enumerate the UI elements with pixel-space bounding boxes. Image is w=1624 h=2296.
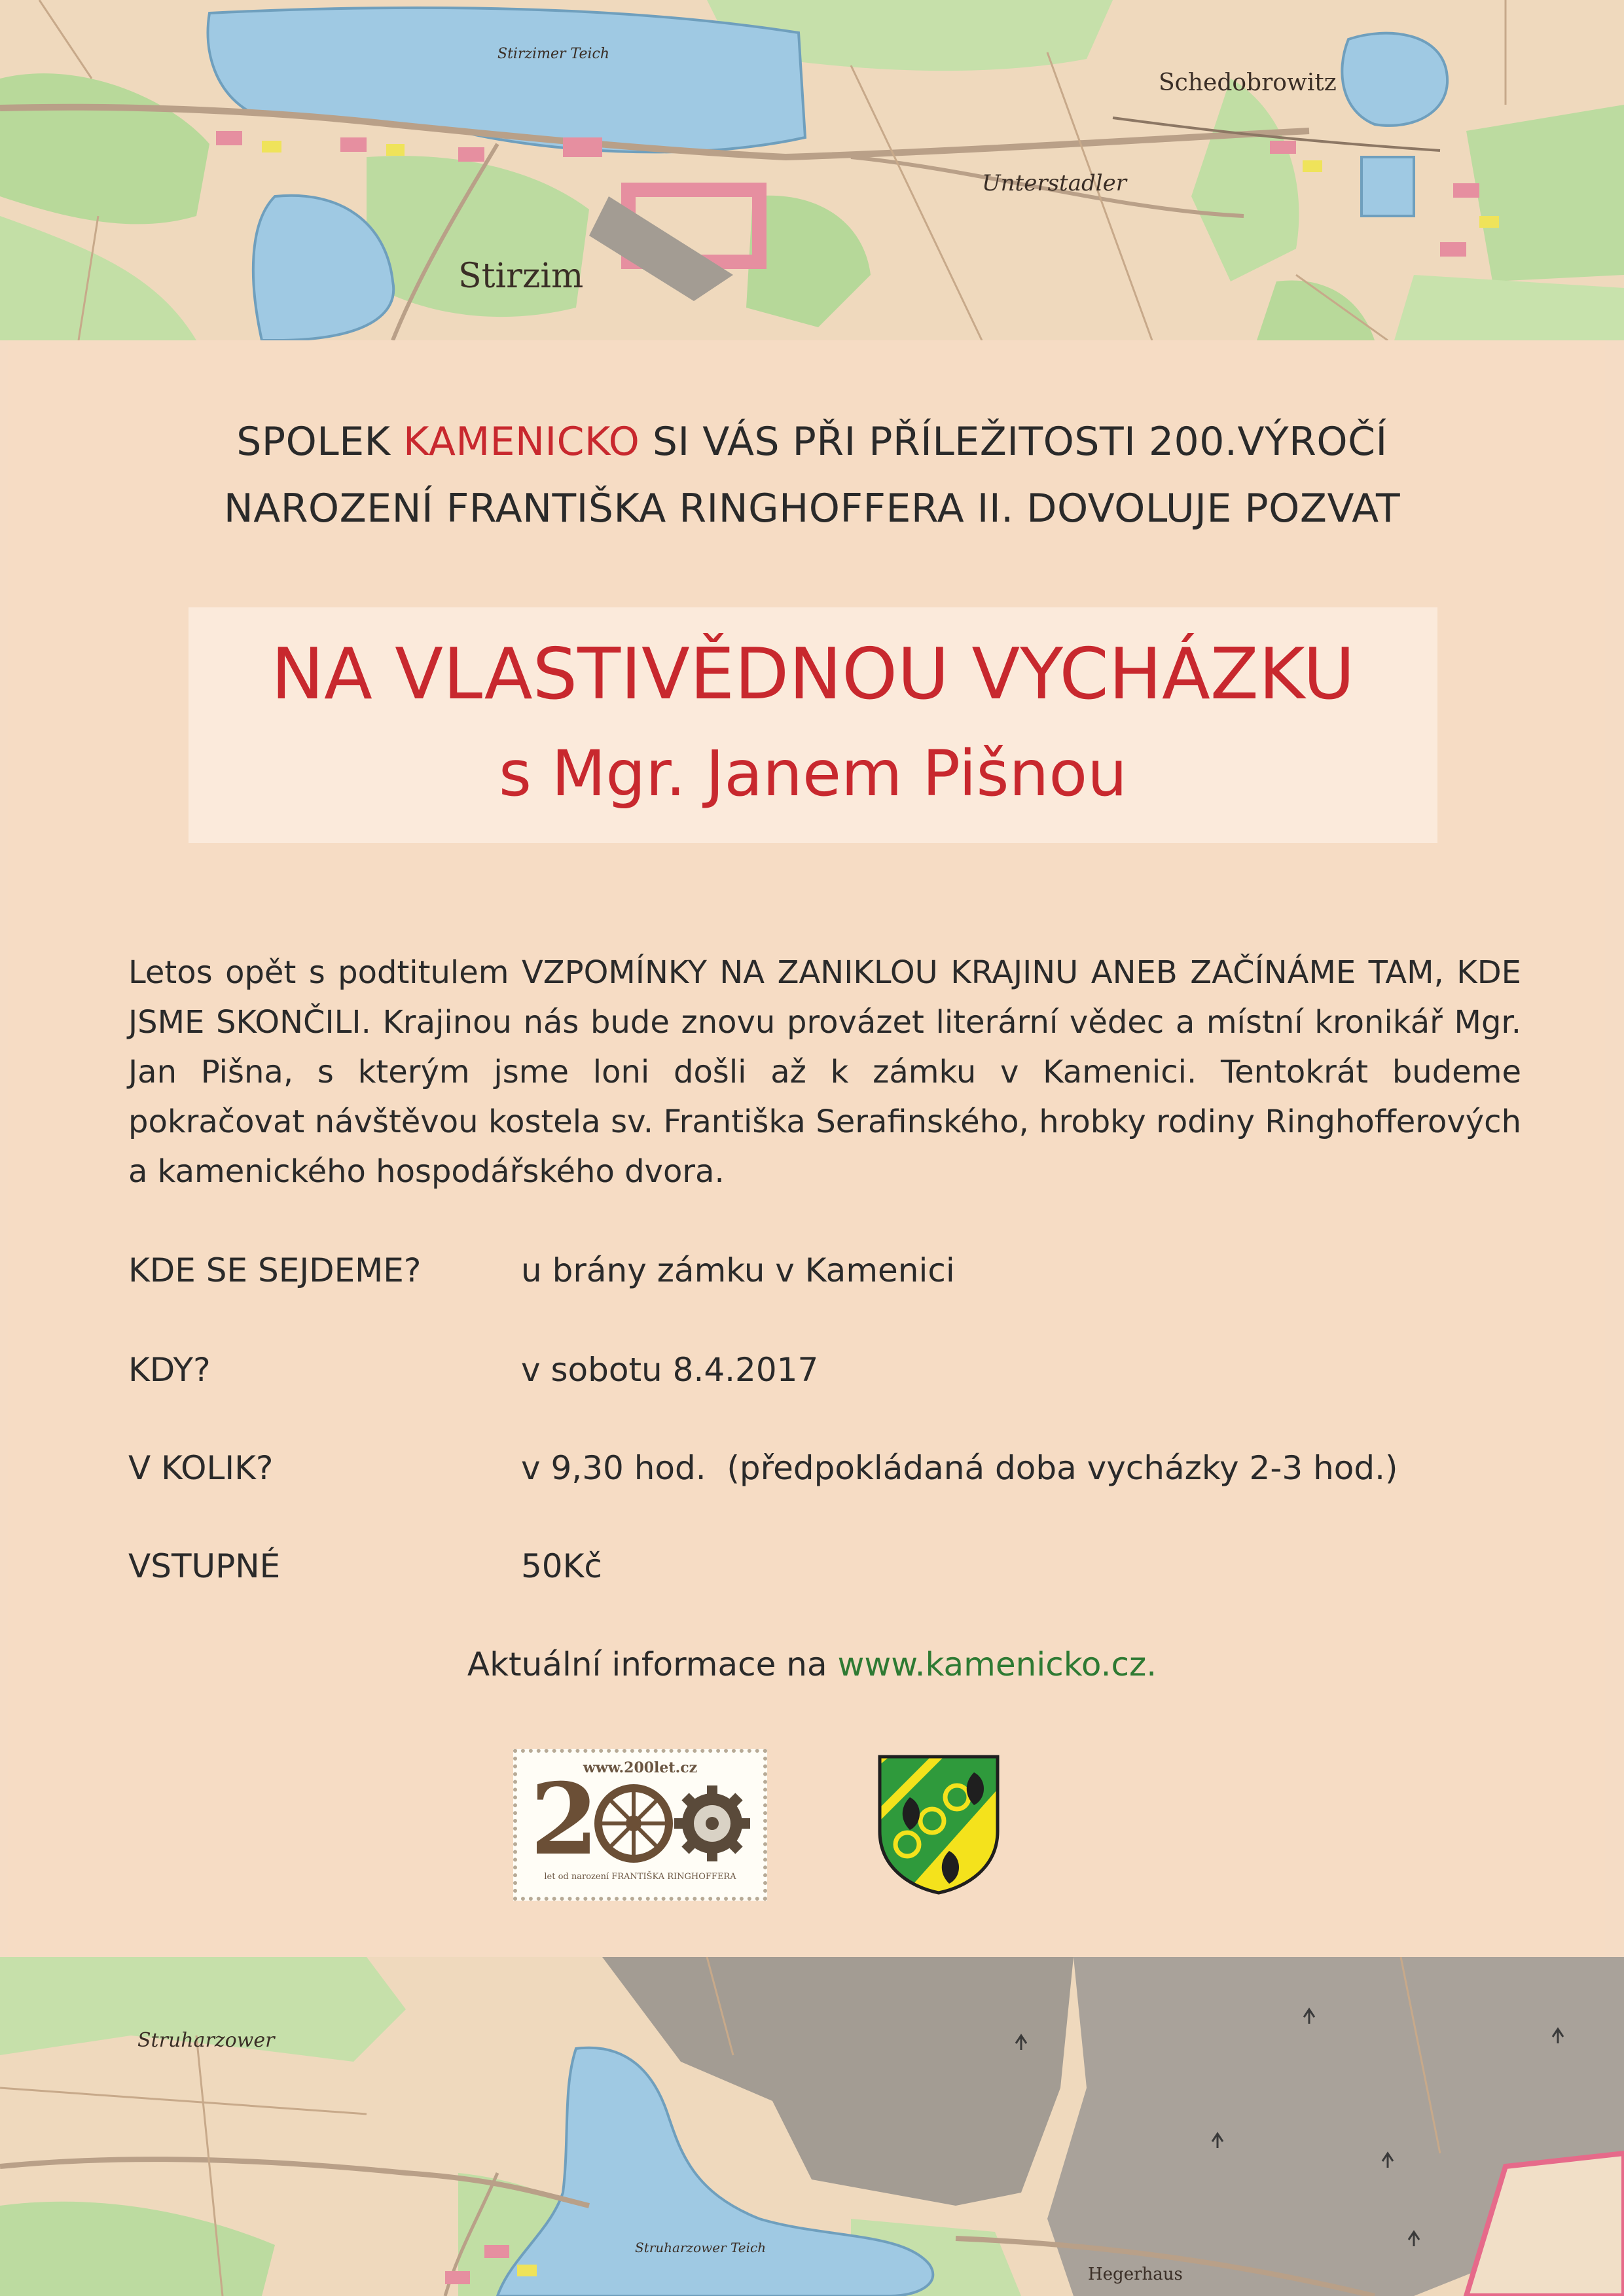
map-label-struharzower: Struharzower xyxy=(137,2029,275,2052)
anniversary-logo-digit: 2 xyxy=(530,1762,599,1877)
map-bottom-band xyxy=(0,1957,1624,2296)
coat-of-arms-icon xyxy=(876,1753,1001,1897)
intro-line-1-start: SPOLEK xyxy=(236,419,404,465)
map-label-stirzim: Stirzim xyxy=(458,257,584,296)
map-label-struharzower-teich: Struharzower Teich xyxy=(635,2240,767,2255)
info-line xyxy=(0,1645,1624,1683)
intro-line-1 xyxy=(0,419,1624,465)
wheel-icon xyxy=(594,1784,673,1863)
cadastral-map-top-image xyxy=(0,0,1624,340)
intro-line-2: NAROZENÍ FRANTIŠKA RINGHOFFERA II. DOVOLUJE POZVAT xyxy=(223,486,1401,531)
anniversary-logo xyxy=(513,1749,767,1901)
gear-icon xyxy=(673,1784,751,1863)
info-prefix: Aktuální informace na xyxy=(467,1645,838,1683)
event-title: NA VLASTIVĚDNOU VYCHÁZKU xyxy=(271,634,1355,715)
map-label-schedobrowitz: Schedobrowitz xyxy=(1159,69,1337,96)
detail-value-when: v sobotu 8.4.2017 xyxy=(521,1351,819,1389)
event-description: Letos opět s podtitulem VZPOMÍNKY NA ZANIKLOU KRAJINU ANEB ZAČÍNÁME TAM, KDE JSME SKONČILI. Krajinou nás bude znovu provázet literární vědec a místní kronikář Mgr. Jan Pišna, s kterým jsme loni došli až k zámku v Kamenici. Tentokrát budeme pokračovat návštěvou kostela sv. Františka Serafinského, hrobky rodiny Ringhofferových a kamenického hospodářského dvora. xyxy=(128,954,1521,1190)
detail-value-fee: 50Kč xyxy=(521,1547,602,1585)
event-subtitle: s Mgr. Janem Pišnou xyxy=(499,737,1127,810)
intro-line-1-end: SI VÁS PŘI PŘÍLEŽITOSTI 200.VÝROČÍ xyxy=(640,419,1388,465)
map-label-stirzimer-teich: Stirzimer Teich xyxy=(497,46,609,62)
detail-value-where: u brány zámku v Kamenici xyxy=(521,1251,955,1289)
map-label-unterstadler: Unterstadler xyxy=(982,170,1127,196)
anniversary-logo-url: www.200let.cz xyxy=(583,1759,698,1776)
map-top-band xyxy=(0,0,1624,340)
map-label-hegerhaus: Hegerhaus xyxy=(1088,2265,1183,2284)
intro-organization-name: KAMENICKO xyxy=(403,419,640,465)
event-title-box xyxy=(189,607,1437,843)
detail-label-time: V KOLIK? xyxy=(128,1449,274,1487)
detail-value-time: v 9,30 hod. (předpokládaná doba vycházky 2-3 hod.) xyxy=(521,1449,1398,1487)
anniversary-logo-caption: let od narození FRANTIŠKA RINGHOFFERA xyxy=(544,1872,736,1882)
detail-label-fee: VSTUPNÉ xyxy=(128,1547,281,1585)
website-link[interactable]: www.kamenicko.cz. xyxy=(837,1645,1157,1683)
cadastral-map-bottom-image xyxy=(0,1957,1624,2296)
detail-label-when: KDY? xyxy=(128,1351,211,1389)
detail-label-where: KDE SE SEJDEME? xyxy=(128,1251,422,1289)
